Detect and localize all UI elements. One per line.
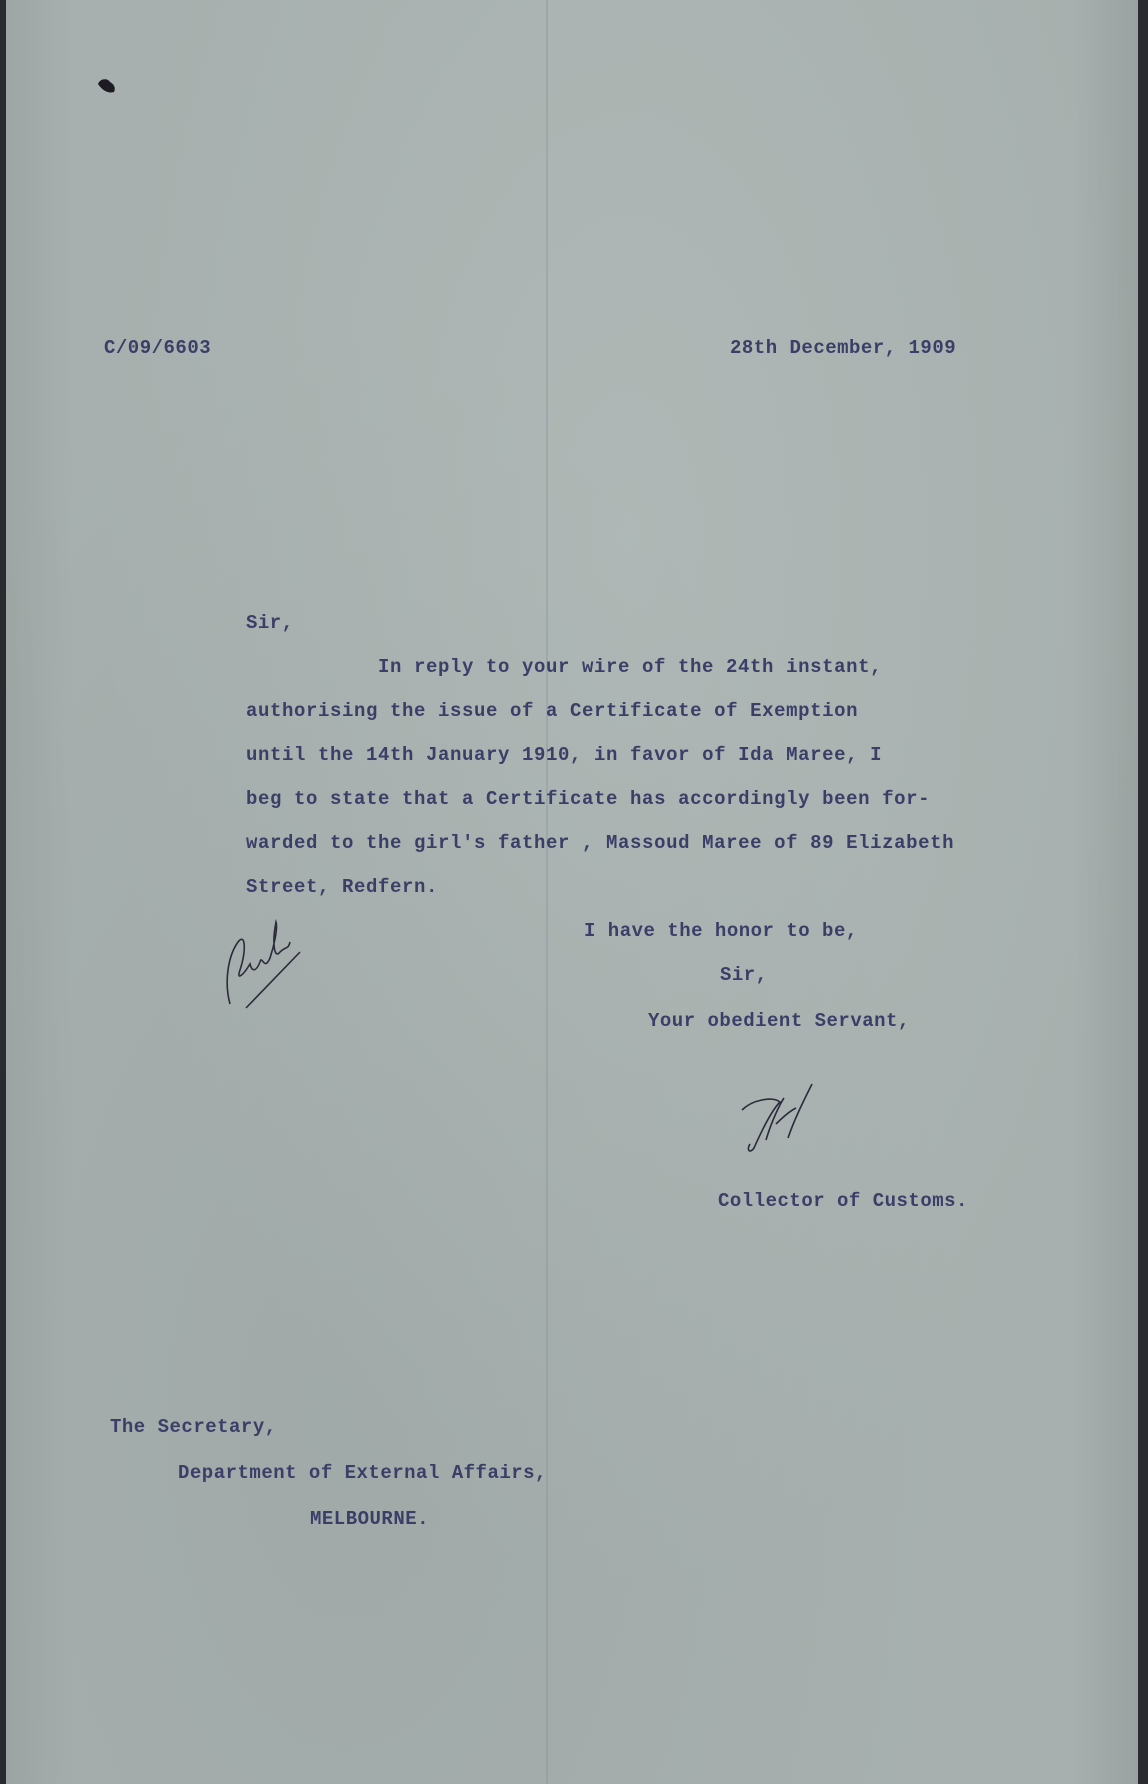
closing-line-2: Sir, bbox=[720, 964, 768, 986]
signature bbox=[732, 1080, 822, 1160]
letter-page bbox=[6, 0, 1138, 1784]
reference-number: C/09/6603 bbox=[104, 337, 212, 359]
addressee-line-3: MELBOURNE. bbox=[310, 1508, 430, 1530]
addressee-line-1: The Secretary, bbox=[110, 1416, 277, 1438]
salutation: Sir, bbox=[246, 612, 294, 634]
body-line: Street, Redfern. bbox=[246, 876, 439, 898]
body-line: beg to state that a Certificate has accordingly been for- bbox=[246, 788, 931, 810]
body-line: authorising the issue of a Certificate of Exemption bbox=[246, 700, 859, 722]
paper-fold bbox=[546, 0, 548, 1784]
letter-date: 28th December, 1909 bbox=[730, 337, 957, 359]
closing-line-1: I have the honor to be, bbox=[584, 920, 858, 942]
body-line: warded to the girl's father , Massoud Maree of 89 Elizabeth bbox=[246, 832, 955, 854]
handwritten-initials bbox=[216, 912, 306, 1012]
ink-blot bbox=[96, 76, 120, 96]
signatory-title: Collector of Customs. bbox=[718, 1190, 968, 1212]
body-line: until the 14th January 1910, in favor of Ida Maree, I bbox=[246, 744, 883, 766]
body-line: In reply to your wire of the 24th instant, bbox=[378, 656, 883, 678]
addressee-line-2: Department of External Affairs, bbox=[178, 1462, 547, 1484]
closing-line-3: Your obedient Servant, bbox=[648, 1010, 910, 1032]
